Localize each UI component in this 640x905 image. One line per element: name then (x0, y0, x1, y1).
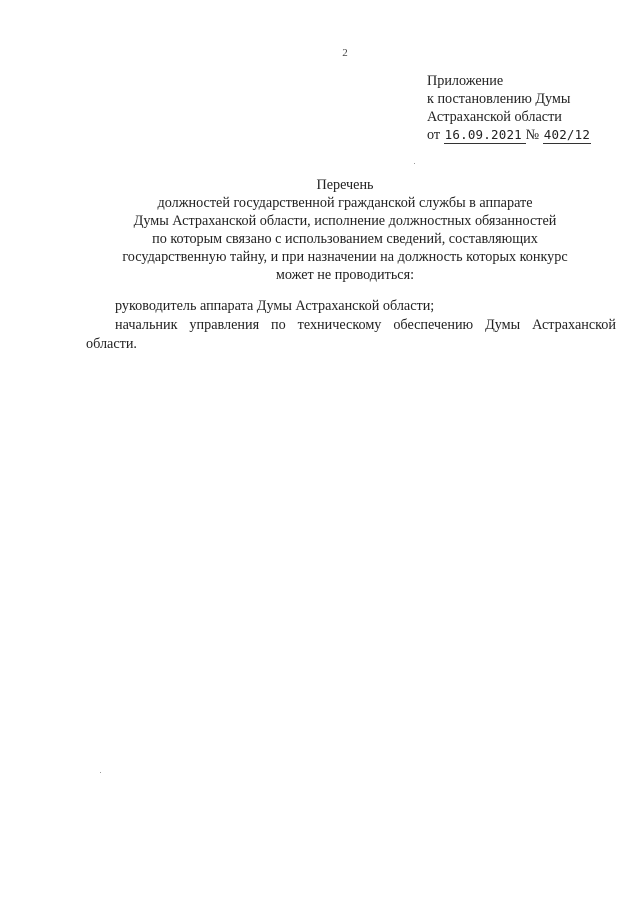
registration-line (427, 126, 591, 144)
page-number: 2 (342, 47, 348, 59)
appendix-label: Приложение (427, 73, 504, 89)
list-heading (90, 176, 600, 284)
appendix-header (427, 72, 591, 144)
list-item: руководитель аппарата Думы Астраханской области; (115, 298, 435, 314)
heading-title: Перечень (316, 177, 374, 193)
decree-date: 16.09.2021 (444, 127, 526, 144)
date-prefix: от (427, 127, 441, 143)
appendix-decree-line: к постановлению Думы (427, 91, 571, 107)
scan-speck (414, 163, 415, 164)
appendix-region-line: Астраханской области (427, 109, 562, 125)
list-item: начальник управления по техническому обеспечению Думы Астраханской области. (86, 317, 616, 352)
decree-number: 402/12 (543, 127, 591, 142)
heading-line-3: по которым связано с использованием сведений, составляющих (152, 231, 538, 247)
positions-list (86, 297, 616, 354)
scan-speck (100, 772, 101, 773)
heading-line-2: Думы Астраханской области, исполнение должностных обязанностей (133, 213, 557, 229)
heading-line-1: должностей государственной гражданской службы в аппарате (157, 195, 533, 211)
heading-line-5: может не проводиться: (275, 267, 415, 283)
number-sign: № (525, 127, 540, 143)
heading-line-4: государственную тайну, и при назначении на должность которых конкурс (122, 249, 568, 265)
